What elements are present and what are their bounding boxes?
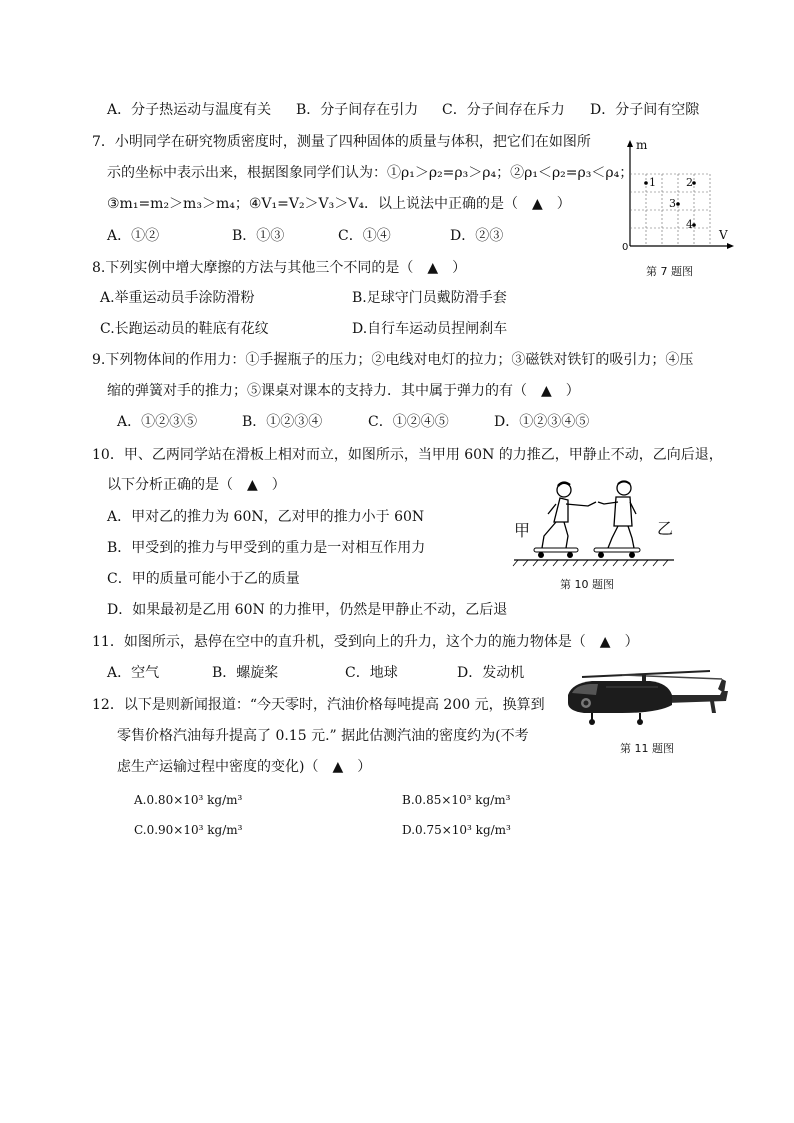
q7-point-1: 1 [649, 176, 656, 189]
q10-line-2: 以下分析正确的是（ ▲ ） [107, 477, 286, 493]
q9-option-b: B．①②③④ [242, 414, 323, 430]
q7-option-a: A．①② [107, 228, 160, 244]
q9-line-1: 9.下列物体间的作用力：①手握瓶子的压力；②电线对电灯的拉力；③磁铁对铁钉的吸引力；④压 [92, 352, 694, 368]
q12-line-2: 零售价格汽油每升提高了 0.15 元.” 据此估测汽油的密度约为(不考 [117, 728, 529, 744]
q12-option-d: D.0.75×10³ kg/m³ [402, 823, 511, 837]
q11-option-c: C．地球 [345, 665, 398, 681]
q7-option-d: D．②③ [450, 228, 504, 244]
q10-option-c: C．甲的质量可能小于乙的质量 [107, 571, 300, 587]
q7-line-1: 7．小明同学在研究物质密度时，测量了四种固体的质量与体积，把它们在如图所 [92, 134, 591, 150]
q8-option-d: D.自行车运动员捏闸刹车 [352, 321, 508, 337]
q6-option-c: C．分子间存在斥力 [442, 102, 565, 118]
q7-graph-x-label: V [719, 228, 728, 242]
q12-option-a: A.0.80×10³ kg/m³ [134, 793, 243, 807]
q10-label-jia: 甲 [514, 521, 531, 540]
q6-option-b: B．分子间存在引力 [296, 102, 419, 118]
q7-graph-origin: 0 [622, 242, 629, 253]
q12-line-3: 虑生产运输过程中密度的变化)（ ▲ ） [117, 759, 372, 775]
q10-caption: 第 10 题图 [560, 578, 614, 591]
q6-option-d: D．分子间有空隙 [590, 102, 700, 118]
q10-option-b: B．甲受到的推力与甲受到的重力是一对相互作用力 [107, 540, 426, 556]
q7-line-3: ③m₁=m₂＞m₃＞m₄；④V₁=V₂＞V₃＞V₄．以上说法中正确的是（ ▲ ） [107, 196, 571, 212]
q10-line-1: 10．甲、乙两同学站在滑板上相对而立，如图所示，当甲用 60N 的力推乙，甲静止不动，乙向后退， [92, 447, 723, 463]
q7-graph-y-label: m [636, 138, 648, 152]
q11-option-a: A．空气 [107, 665, 160, 681]
q11-stem: 11．如图所示，悬停在空中的直升机，受到向上的升力，这个力的施力物体是（ ▲ ） [92, 634, 639, 650]
q7-graph [618, 138, 736, 256]
q10-option-a: A．甲对乙的推力为 60N，乙对甲的推力小于 60N [107, 509, 425, 525]
q12-line-1: 12．以下是则新闻报道：“今天零时，汽油价格每吨提高 200 元，换算到 [92, 697, 545, 713]
q8-option-b: B.足球守门员戴防滑手套 [352, 290, 507, 306]
q11-option-d: D．发动机 [457, 665, 525, 681]
q7-option-b: B．①③ [232, 228, 285, 244]
q9-option-d: D．①②③④⑤ [494, 414, 590, 430]
q12-option-c: C.0.90×10³ kg/m³ [134, 823, 243, 837]
q7-option-c: C．①④ [338, 228, 391, 244]
q11-helicopter-figure [562, 665, 730, 727]
q10-skaters-figure [508, 478, 680, 568]
q9-option-c: C．①②④⑤ [368, 414, 449, 430]
q11-caption: 第 11 题图 [620, 742, 674, 755]
q10-label-yi: 乙 [657, 519, 674, 538]
q10-option-d: D．如果最初是乙用 60N 的力推甲，仍然是甲静止不动，乙后退 [107, 602, 508, 618]
q7-point-4: 4 [686, 218, 693, 231]
q11-option-b: B．螺旋桨 [212, 665, 279, 681]
q9-line-2: 缩的弹簧对手的推力；⑤课桌对课本的支持力．其中属于弹力的有（ ▲ ） [107, 383, 580, 399]
q6-option-a: A．分子热运动与温度有关 [107, 102, 272, 118]
q7-line-2: 示的坐标中表示出来，根据图象同学们认为：①ρ₁＞ρ₂=ρ₃＞ρ₄；②ρ₁＜ρ₂=ρ₃＜ρ₄； [107, 165, 634, 181]
q7-point-3: 3 [669, 197, 676, 210]
q12-option-b: B.0.85×10³ kg/m³ [402, 793, 511, 807]
q7-caption: 第 7 题图 [646, 265, 693, 278]
q8-option-a: A.举重运动员手涂防滑粉 [100, 290, 255, 306]
q9-option-a: A．①②③⑤ [117, 414, 198, 430]
q8-stem: 8.下列实例中增大摩擦的方法与其他三个不同的是（ ▲ ） [92, 260, 467, 276]
q7-point-2: 2 [686, 176, 693, 189]
q8-option-c: C.长跑运动员的鞋底有花纹 [100, 321, 269, 337]
